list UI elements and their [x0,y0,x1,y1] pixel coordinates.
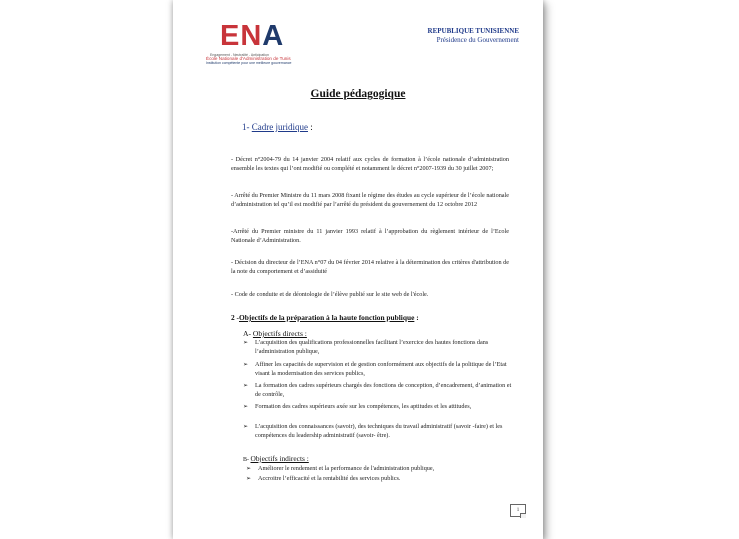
subsection-b-label: Objectifs indirects : [250,454,309,463]
subsection-a-prefix: A- [243,329,253,338]
legal-paragraph: - Décision du directeur de l’ENA n°07 du 04 février 2014 relative à la détermination des critères d'attribution de la note du comportement et d’assiduité [231,259,509,275]
list-item-text: L’acquisition des connaissances (savoir), des techniques du travail administratif (savoir -faire) et les compétences du leadership administratif (savoir- être). [255,423,503,439]
arrow-bullet-icon: ➢ [246,476,252,482]
section-2-label: Objectifs de la préparation à la haute fonction publique [239,313,415,322]
list-item [243,403,513,412]
section-2-suffix: : [414,313,419,322]
list-item [243,423,513,440]
section-2-heading [231,313,419,322]
list-item [243,382,513,399]
page-number: 1 [510,504,526,517]
subsection-a-heading [243,329,307,338]
section-1-heading [242,122,313,132]
subsection-a-label: Objectifs directs : [252,329,307,338]
list-item [243,361,513,378]
section-1-label: Cadre juridique [251,122,308,132]
section-1-suffix: : [307,122,313,132]
arrow-bullet-icon: ➢ [243,424,249,430]
republic-name: REPUBLIQUE TUNISIENNE [427,27,519,35]
document-page [173,0,543,539]
legal-paragraph: -Arrêté du Premier ministre du 11 janvier 1993 relatif à l’approbation du règlement intérieur de l’Ecole Nationale d’Administration. [231,228,509,244]
list-item-text: Formation des cadres supérieurs axée sur les compétences, les aptitudes et les attitudes, [255,403,472,410]
list-item [243,339,513,356]
legal-paragraph: - Code de conduite et de déontologie de l’élève publié sur le site web de l'école. [231,291,429,298]
logo-text: ENA [220,20,285,52]
list-item-text: La formation des cadres supérieurs chargés des fonctions de conception, d’encadrement, d’animation et de contrôle, [255,382,512,398]
section-1-number: 1- [242,122,250,132]
logo-org-subtitle: Institution compétente pour une meilleure gouvernance [206,61,292,65]
page-title: Guide pédagogique [310,88,406,100]
legal-paragraph: - Arrêté du Premier Ministre du 11 mars 2008 fixant le régime des études au cycle supérieur de l’école nationale d’administration tel qu’il est modifié par l’arrêté du président du gouvernement du 12 octobre 2012 [231,192,509,208]
subsection-b-heading [243,454,309,463]
list-item [246,475,516,484]
logo-org-name: École Nationale d'Administration de Tunis [206,56,291,61]
republic-header [428,27,519,45]
arrow-bullet-icon: ➢ [243,340,249,346]
subsection-b-prefix: B- [243,457,251,463]
list-item-text: Accroitre l’efficacité et la rentabilité des services publics. [258,475,401,482]
list-item-text: L’acquisition des qualifications professionnelles facilitant l’exercice des hautes fonctions dans l’administration publique, [255,339,489,355]
page-curl-decoration [520,513,526,518]
arrow-bullet-icon: ➢ [246,466,252,472]
legal-paragraph: - Décret n°2004-79 du 14 janvier 2004 relatif aux cycles de formation à l’école nationale d’administration ensemble les textes qui l’ont modifié ou complété et notamment le décret n°2007-1939 du 30 juillet 2007; [231,156,509,172]
ena-logo [206,20,296,65]
list-item-text: Affiner les capacités de supervision et de gestion conformément aux objectifs de la politique de l’Etat visant la modernisation des services publics, [255,361,507,377]
arrow-bullet-icon: ➢ [243,383,249,389]
section-2-prefix: 2 - [231,313,240,322]
list-item [246,465,516,474]
logo-letters [220,20,284,52]
list-item-text: Améliorer le rendement et la performance de l'administration publique, [258,465,435,472]
logo-tagline: Engagement - Neutralité - Anticipation [210,53,269,57]
arrow-bullet-icon: ➢ [243,404,249,410]
presidency-name: Présidence du Gouvernement [436,36,519,44]
arrow-bullet-icon: ➢ [243,362,249,368]
